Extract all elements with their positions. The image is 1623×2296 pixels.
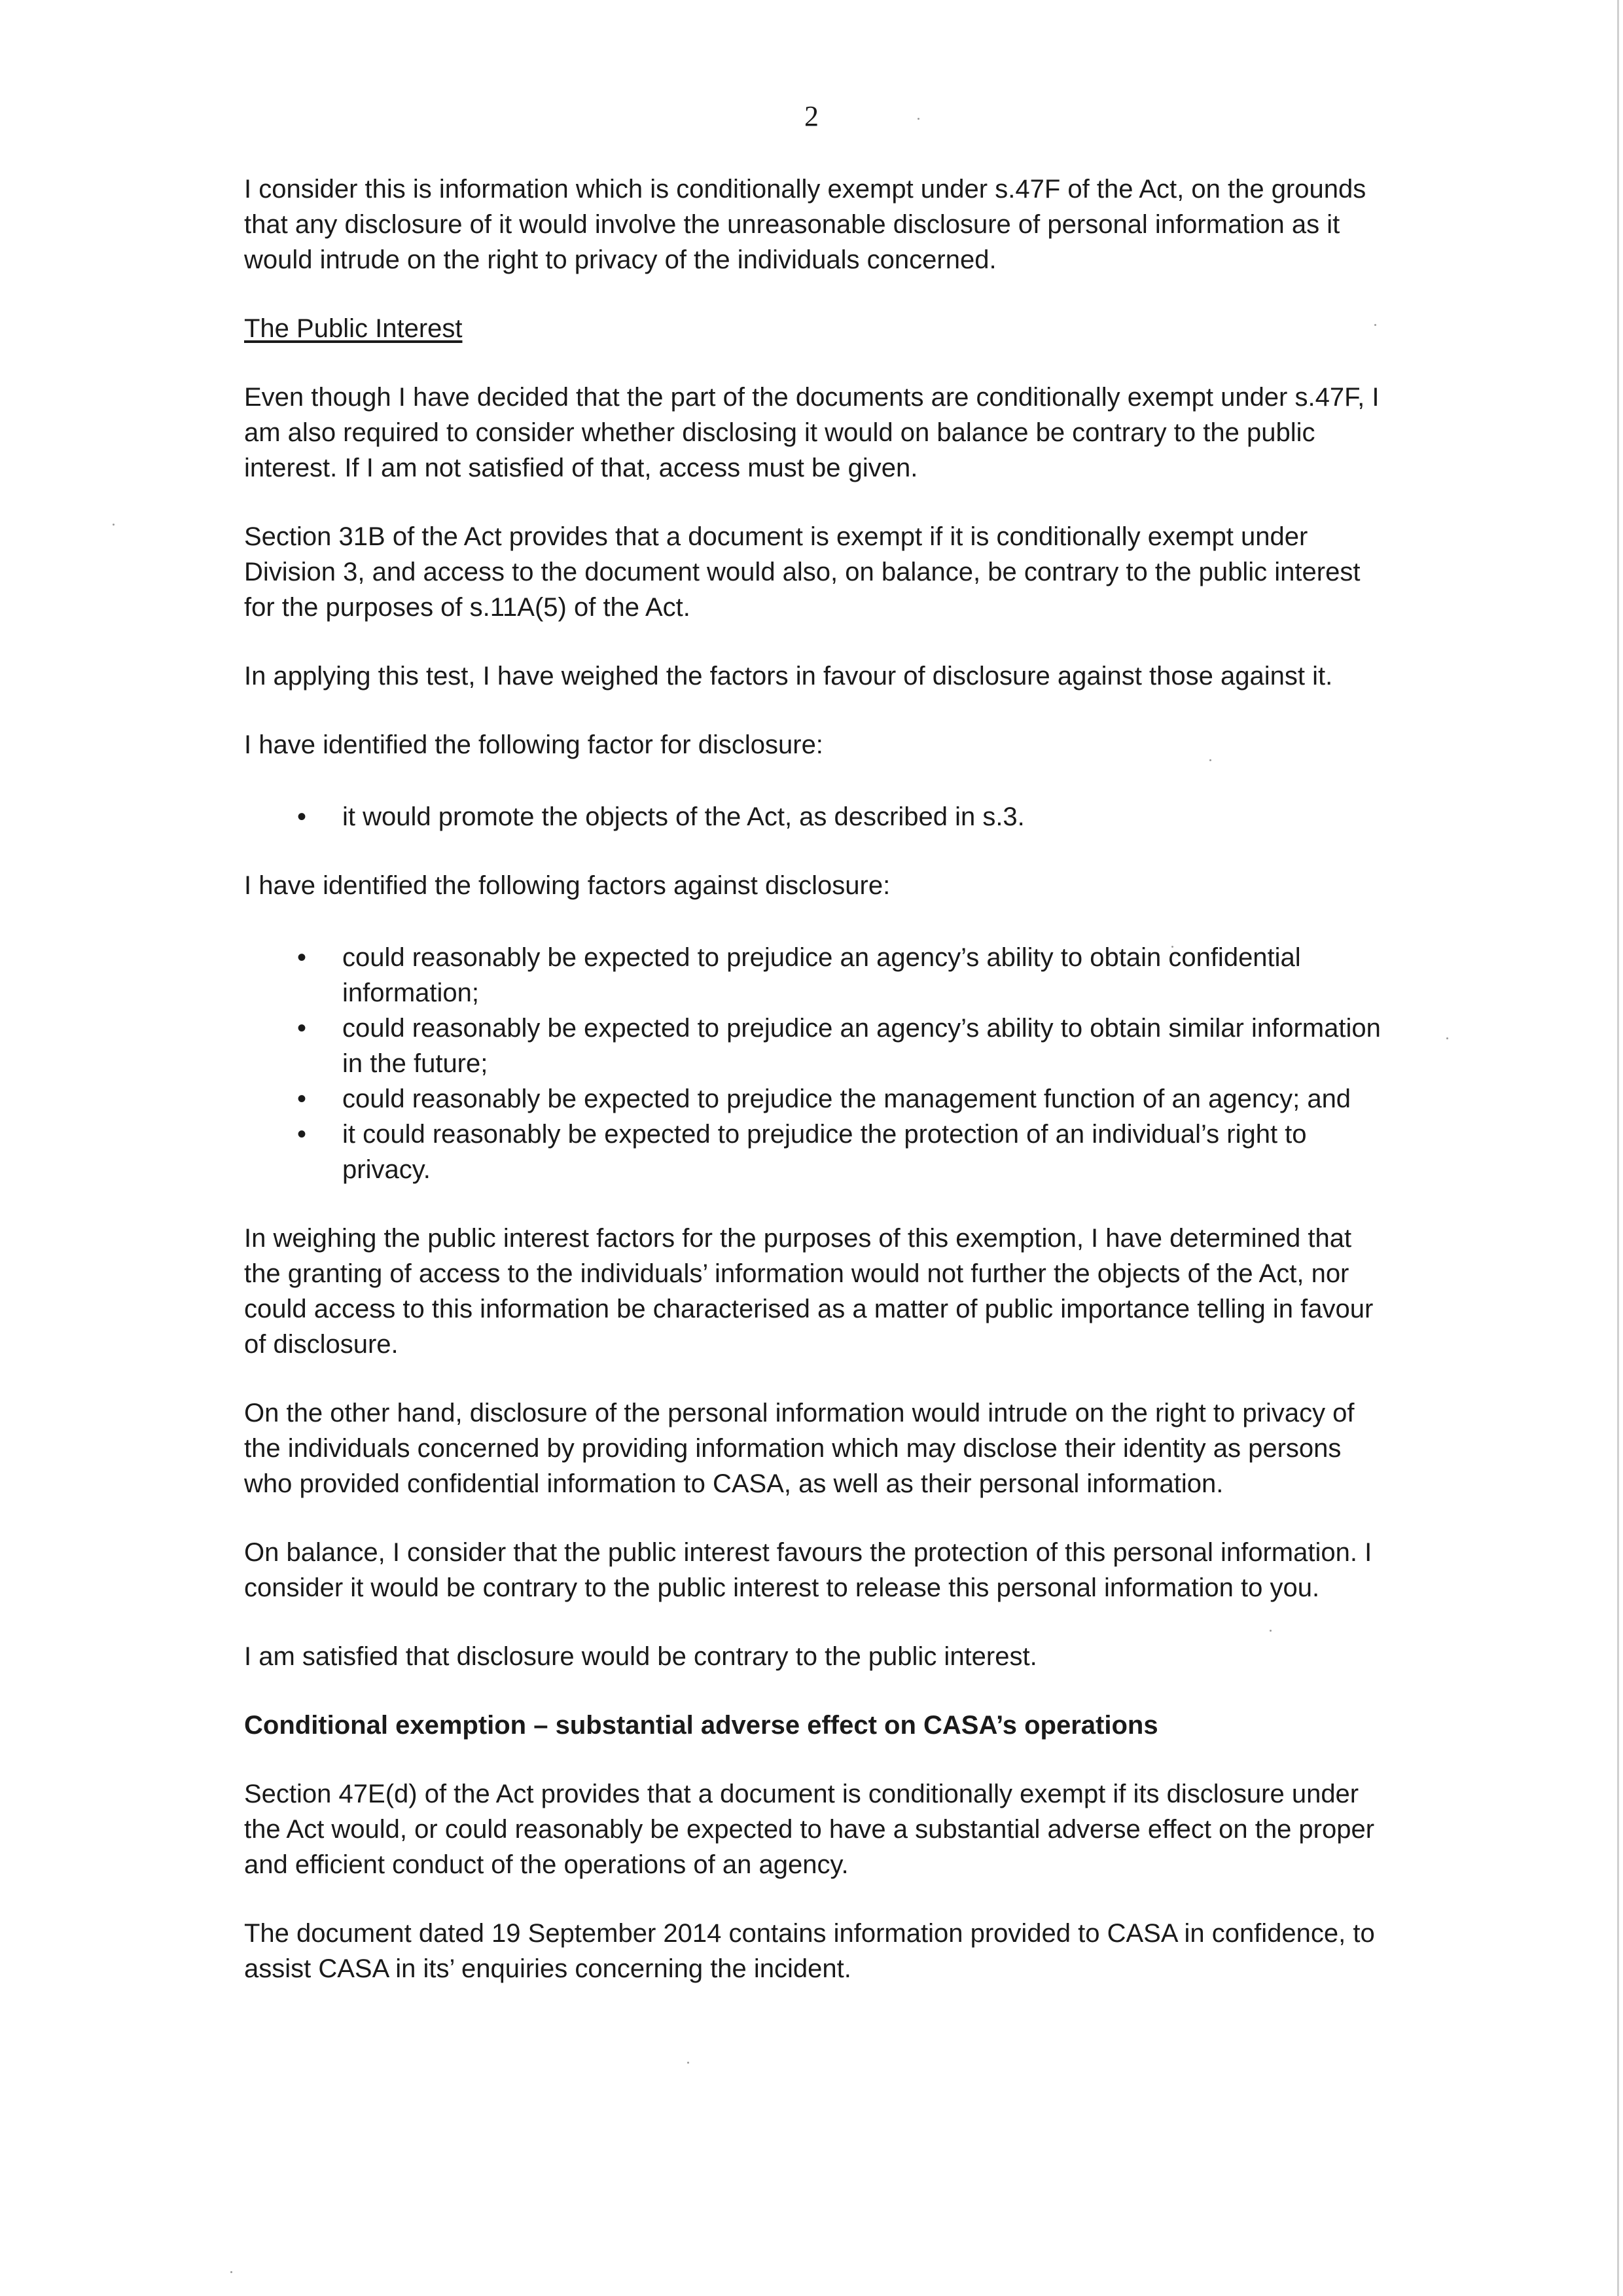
- list-item-text: it could reasonably be expected to prejudice the protection of an individual’s right to privacy.: [342, 1120, 1307, 1184]
- list-item: [244, 1081, 1389, 1117]
- list-item: [244, 1011, 1389, 1081]
- section-heading-conditional-exemption: Conditional exemption – substantial adverse effect on CASA’s operations: [244, 1711, 1158, 1740]
- scanned-page-edge: [1617, 0, 1619, 2296]
- paragraph-satisfied: I am satisfied that disclosure would be contrary to the public interest.: [244, 1642, 1037, 1671]
- paragraph-factors-against-disclosure: I have identified the following factors against disclosure:: [244, 871, 891, 900]
- list-item-text: could reasonably be expected to prejudice an agency’s ability to obtain similar information in the future;: [342, 1014, 1381, 1078]
- paragraph-weighing-factors: In weighing the public interest factors for the purposes of this exemption, I have determined that the granting of access to the individuals’ information would not further the objects of the Act, nor could access to this information be characterised as a matter of public importance telling in favour of disclosure.: [244, 1224, 1374, 1359]
- document-body: [244, 171, 1389, 2020]
- bullet-icon: •: [296, 802, 306, 831]
- list-item: [244, 799, 1389, 834]
- bullet-icon: •: [296, 943, 306, 972]
- scan-speck: [113, 524, 115, 526]
- list-item-text: could reasonably be expected to prejudice the management function of an agency; and: [342, 1085, 1351, 1113]
- bullet-icon: •: [296, 1085, 306, 1113]
- scan-speck: [230, 2271, 232, 2273]
- paragraph-s47f-exemption: I consider this is information which is conditionally exempt under s.47F of the Act, on the grounds that any disclosure of it would involve the unreasonable disclosure of personal information as it would intrude on the right to privacy of the individuals concerned.: [244, 175, 1366, 274]
- page-number: 2: [804, 100, 819, 132]
- paragraph-factor-for-disclosure: I have identified the following factor for disclosure:: [244, 730, 823, 759]
- list-item: [244, 1117, 1389, 1187]
- list-item-text: could reasonably be expected to prejudice an agency’s ability to obtain confidential information;: [342, 943, 1301, 1007]
- paragraph-section-47e: Section 47E(d) of the Act provides that a document is conditionally exempt if its disclosure under the Act would, or could reasonably be expected to have a substantial adverse effect on the proper and efficient conduct of the operations of an agency.: [244, 1780, 1375, 1879]
- list-factors-against-disclosure: [244, 940, 1389, 1187]
- bullet-icon: •: [296, 1014, 306, 1043]
- paragraph-section-31b: Section 31B of the Act provides that a document is exempt if it is conditionally exempt under Division 3, and access to the document would also, on balance, be contrary to the public interest for the purposes of s.11A(5) of the Act.: [244, 522, 1361, 622]
- paragraph-public-interest-requirement: Even though I have decided that the part of the documents are conditionally exempt under s.47F, I am also required to consider whether disclosing it would on balance be contrary to the public interest. If I am not satisfied of that, access must be given.: [244, 383, 1380, 482]
- paragraph-other-hand: On the other hand, disclosure of the personal information would intrude on the right to privacy of the individuals concerned by providing information which may disclose their identity as persons who provided confidential information to CASA, as well as their personal information.: [244, 1399, 1355, 1498]
- paragraph-applying-test: In applying this test, I have weighed the factors in favour of disclosure against those against it.: [244, 662, 1333, 691]
- scan-speck: [687, 2062, 689, 2064]
- section-heading-public-interest: The Public Interest: [244, 314, 463, 343]
- list-item: [244, 940, 1389, 1011]
- list-factors-for-disclosure: [244, 799, 1389, 834]
- scan-speck: [1446, 1037, 1448, 1039]
- list-item-text: it would promote the objects of the Act, as described in s.3.: [342, 802, 1025, 831]
- paragraph-document-19-september: The document dated 19 September 2014 contains information provided to CASA in confidence, to assist CASA in its’ enquiries concerning the incident.: [244, 1919, 1375, 1983]
- paragraph-on-balance: On balance, I consider that the public interest favours the protection of this personal information. I consider it would be contrary to the public interest to release this personal information to you.: [244, 1538, 1372, 1602]
- bullet-icon: •: [296, 1120, 306, 1149]
